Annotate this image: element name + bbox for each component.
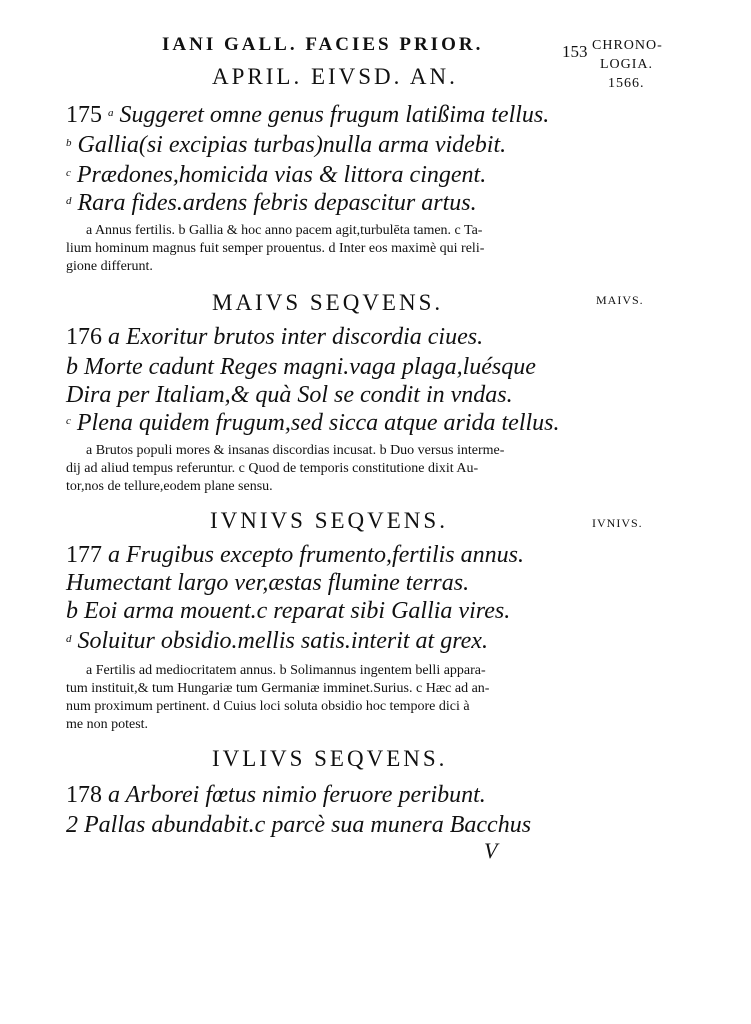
verse-line: $^c$ Plena quidem frugum,sed sicca atque arida tellus. [66,410,560,436]
verse-line: 2 Pallas abundabit.c parcè sua munera Bacchus [66,812,532,838]
footnote-line: gione differunt. [66,259,153,274]
verse-line: Humectant largo ver,æstas flumine terras. [66,570,470,596]
verse-line: b Morte cadunt Reges magni.vaga plaga,luésque [66,354,536,380]
verse-line: 176 a Exoritur brutos inter discordia ciues. [66,324,484,350]
catchword: V [484,838,498,863]
verse-line: 178 a Arborei fœtus nimio feruore peribunt. [66,782,486,808]
verse-line: $^d$ Soluitur obsidio.mellis satis.interit at grex. [66,628,488,654]
footnote-line: dij ad aliud tempus referuntur. c Quod de temporis constitutione dixit Au- [66,461,479,476]
verse-line: $^d$ Rara fides.ardens febris depascitur artus. [66,190,477,216]
margin-label-maius: MAIVS. [596,293,644,307]
verse-line: 175 $^a$ Suggeret omne genus frugum latißima tellus. [66,102,550,128]
section-heading-maius: MAIVS SEQVENS. [212,290,444,315]
section-heading-iunius: IVNIVS SEQVENS. [210,508,448,533]
verse-line: $^c$ Prædones,homicida vias & littora cingent. [66,162,487,188]
footnote-line: lium hominum magnus fuit semper prouentus. d Inter eos maximè qui reli- [66,241,485,256]
footnote-line: me non potest. [66,717,149,732]
footnote-line: a Brutos populi mores & insanas discordias incusat. b Duo versus interme- [86,443,505,458]
section-heading-april: APRIL. EIVSD. AN. [212,64,458,89]
verse-line: 177 a Frugibus excepto frumento,fertilis annus. [66,542,524,568]
footnote-line: tor,nos de tellure,eodem plane sensu. [66,479,273,494]
footnote-line: a Annus fertilis. b Gallia & hoc anno pacem agit,turbulēta tamen. c Ta- [86,223,483,238]
footnote-line: tum instituit,& tum Hungariæ tum Germaniæ imminet.Surius. c Hæc ad an- [66,681,490,696]
verse-line: b Eoi arma mouent.c reparat sibi Gallia vires. [66,598,511,624]
margin-chronologia-1: CHRONO- [592,38,663,53]
margin-label-iunius: IVNIVS. [592,516,643,530]
margin-year: 1566. [608,76,645,91]
running-title: IANI GALL. FACIES PRIOR. [162,34,484,55]
section-heading-iulius: IVLIVS SEQVENS. [212,746,448,771]
verse-line: $^b$ Gallia(si excipias turbas)nulla arma videbit. [66,132,507,158]
verse-line: Dira per Italiam,& quà Sol se condit in vndas. [66,382,513,408]
footnote-line: a Fertilis ad mediocritatem annus. b Solimannus ingentem belli appara- [86,663,486,678]
margin-chronologia-2: LOGIA. [600,57,654,72]
footnote-line: num proximum pertinent. d Cuius loci soluta obsidio hoc tempore dici à [66,699,470,714]
page-number: 153 [562,42,588,61]
